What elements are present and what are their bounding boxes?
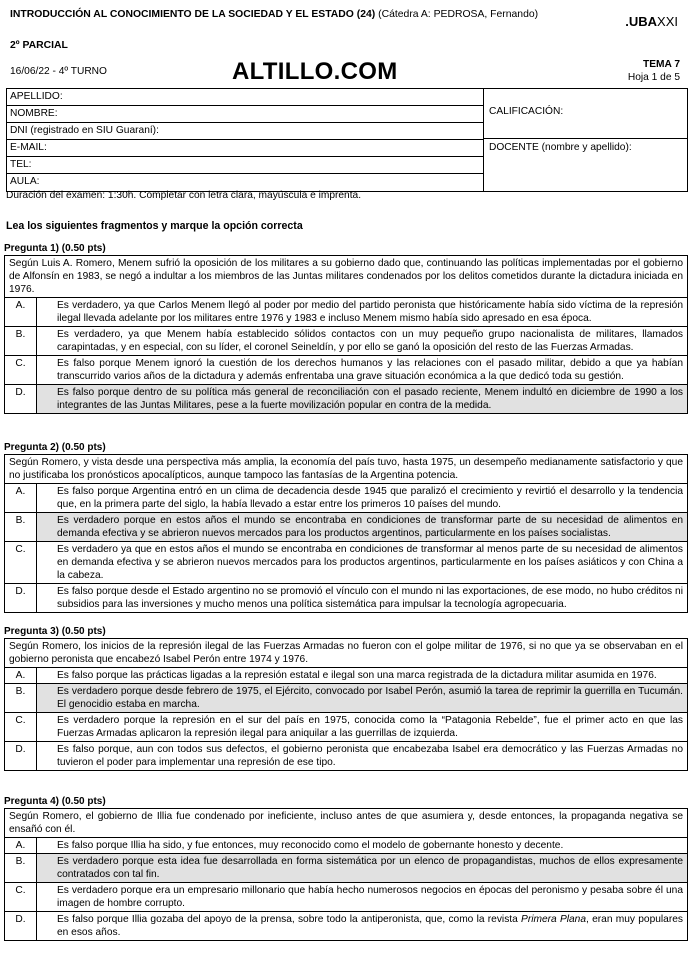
- course-title: INTRODUCCIÓN AL CONOCIMIENTO DE LA SOCIEDAD Y EL ESTADO (24) (Cátedra A: PEDROSA, Fernando): [10, 9, 539, 20]
- option-c[interactable]: C. Es verdadero porque la represión en el sur del país en 1975, conocida como la “Patagonia Rebelde”, fue el primer acto en que las Fuerzas Armadas aplicaron la represión ilegal para aniquilar a las guerrillas de izquierda.: [5, 713, 687, 742]
- question-stem: Según Romero, y vista desde una perspectiva más amplia, la economía del país tuvo, hasta 1975, un desempeño medianamente satisfactorio y que no justificaba los pronósticos apocalípticos, aunque tampoco las fantasías de la Argentina potencia.: [5, 455, 687, 484]
- option-c[interactable]: C. Es verdadero ya que en estos años el mundo se encontraba en condiciones de transformar al menos parte de su necesidad de alimentos en demanda efectiva y se abrieron nuevos mercados para los productos argentinos, particularmente en los países asiáticos y con China a la cabeza.: [5, 542, 687, 584]
- header: [6, 0, 690, 86]
- question-title: Pregunta 2) (0.50 pts): [4, 442, 106, 453]
- question-3: [4, 626, 688, 771]
- magazine-name: Primera Plana: [521, 914, 587, 925]
- nombre-field[interactable]: NOMBRE:: [7, 106, 483, 123]
- question-title: Pregunta 4) (0.50 pts): [4, 796, 106, 807]
- option-a[interactable]: A. Es falso porque las prácticas ligadas a la represión estatal e ilegal son una marca registrada de la dictadura militar asumida en 1976.: [5, 668, 687, 684]
- question-title: Pregunta 1) (0.50 pts): [4, 243, 106, 254]
- instructions: Lea los siguientes fragmentos y marque la opción correcta: [6, 220, 303, 232]
- option-b[interactable]: B. Es verdadero porque en estos años el mundo se encontraba en condiciones de transformar parte de su necesidad de alimentos en demanda efectiva y se abrieron nuevos mercados para los productos argentinos, particularmente en los países socialistas.: [5, 513, 687, 542]
- option-c[interactable]: C. Es falso porque Menem ignoró la cuestión de los derechos humanos y las relaciones con el pasado militar, debido a que ya habían transcurrido varios años de la dictadura y además enfrentaba una grave situación económica a la que dedicó toda su gestión.: [5, 356, 687, 385]
- duration-note: Duración del examen: 1:30h. Completar con letra clara, mayúscula e imprenta.: [6, 190, 362, 201]
- tema-block: [628, 58, 680, 84]
- question-stem: Según Luis A. Romero, Menem sufrió la oposición de los militares a su gobierno dado que, continuando las políticas implementadas por el gobierno de Alfonsín en 1983, se negó a indultar a los miembros de las Juntas militares condenados por los delitos cometidos durante la dictadura iniciada en 1976.: [5, 256, 687, 298]
- option-d[interactable]: D. Es falso porque, aun con todos sus defectos, el gobierno peronista que encabezaba Isabel era democrático y las Fuerzas Armadas no tuvieron el poder para implementar una represión de ese tipo.: [5, 742, 687, 770]
- student-info-form: [6, 88, 688, 192]
- option-b[interactable]: B. Es verdadero porque esta idea fue desarrollada en forma sistemática por un elenco de propagandistas, muchos de ellos expresamente contratados con tal fin.: [5, 854, 687, 883]
- dni-field[interactable]: DNI (registrado en SIU Guaraní):: [7, 123, 483, 140]
- site-watermark: ALTILLO.COM: [232, 58, 398, 85]
- exam-type: 2º PARCIAL: [10, 40, 68, 51]
- page-counter: Hoja 1 de 5: [627, 72, 680, 83]
- tema-label: TEMA 7: [643, 59, 680, 70]
- question-title: Pregunta 3) (0.50 pts): [4, 626, 106, 637]
- uba-logo: .UBAXXI: [625, 14, 678, 29]
- calificacion-field[interactable]: CALIFICACIÓN:: [484, 89, 687, 139]
- question-stem: Según Romero, el gobierno de Illia fue condenado por ineficiente, incluso antes de que asumiera y, desde entonces, la propaganda negativa se ensañó con él.: [5, 809, 687, 838]
- tel-field[interactable]: TEL:: [7, 157, 483, 174]
- apellido-field[interactable]: APELLIDO:: [7, 89, 483, 106]
- aula-field[interactable]: AULA:: [10, 176, 40, 187]
- option-d[interactable]: D. Es falso porque dentro de su política más general de reconciliación con el pasado reciente, Menem indultó en diciembre de 1990 a los integrantes de las Juntas Militares, pese a la fuerte movilización popular en contra de la medida.: [5, 385, 687, 413]
- docente-field[interactable]: DOCENTE (nombre y apellido):: [489, 142, 632, 153]
- option-b[interactable]: B. Es verdadero porque desde febrero de 1975, el Ejército, convocado por Isabel Perón, asumió la tarea de reprimir la guerrilla en Tucumán. El genocidio estaba en marcha.: [5, 684, 687, 713]
- exam-date: 16/06/22 - 4º TURNO: [10, 66, 107, 77]
- option-a[interactable]: A. Es verdadero, ya que Carlos Menem llegó al poder por medio del partido peronista que históricamente había sido víctima de la represión ilegal llevada adelante por los militares entre 1976 y 1983 e incluso Menem mismo había sido apresado en esa época.: [5, 298, 687, 327]
- option-c[interactable]: C. Es verdadero porque era un empresario millonario que había hecho numerosos negocios en épocas del peronismo y pesaba sobre él una imagen de hombre corrupto.: [5, 883, 687, 912]
- question-1: [4, 243, 688, 414]
- question-2: [4, 442, 688, 613]
- question-stem: Según Romero, los inicios de la represión ilegal de las Fuerzas Armadas no fueron con el golpe militar de 1976, si no que ya se observaban en el gobierno peronista que encabezó Isabel Perón entre 1974 y 1976.: [5, 639, 687, 668]
- option-a[interactable]: A. Es falso porque Illia ha sido, y fue entonces, muy reconocido como el modelo de gobernante honesto y decente.: [5, 838, 687, 854]
- option-a[interactable]: A. Es falso porque Argentina entró en un clima de decadencia desde 1945 que paralizó el crecimiento y revirtió el desarrollo y la tendencia que, en la primera parte del siglo, la había llevado a estar entre los primeros 10 países del mundo.: [5, 484, 687, 513]
- question-4: [4, 796, 688, 941]
- option-b[interactable]: B. Es verdadero, ya que Menem había establecido sólidos contactos con un muy pequeño grupo nacionalista de militares, llamados carapintadas, y en especial, con su líder, el coronel Seineldín, y por ello se ganó la oposición del resto de las Fuerzas Armadas.: [5, 327, 687, 356]
- email-field[interactable]: E-MAIL:: [7, 140, 483, 157]
- option-d[interactable]: D. Es falso porque desde el Estado argentino no se promovió el vínculo con el mundo ni las exportaciones, de ese modo, no hubo créditos ni subsidios para las inversiones y mucho menos una política sistemática para impulsar la tecnología agropecuaria.: [5, 584, 687, 612]
- option-d[interactable]: D. Es falso porque Illia gozaba del apoyo de la prensa, sobre todo la antiperonista, que, como la revista Primera Plana, eran muy populares en esos años.: [5, 912, 687, 940]
